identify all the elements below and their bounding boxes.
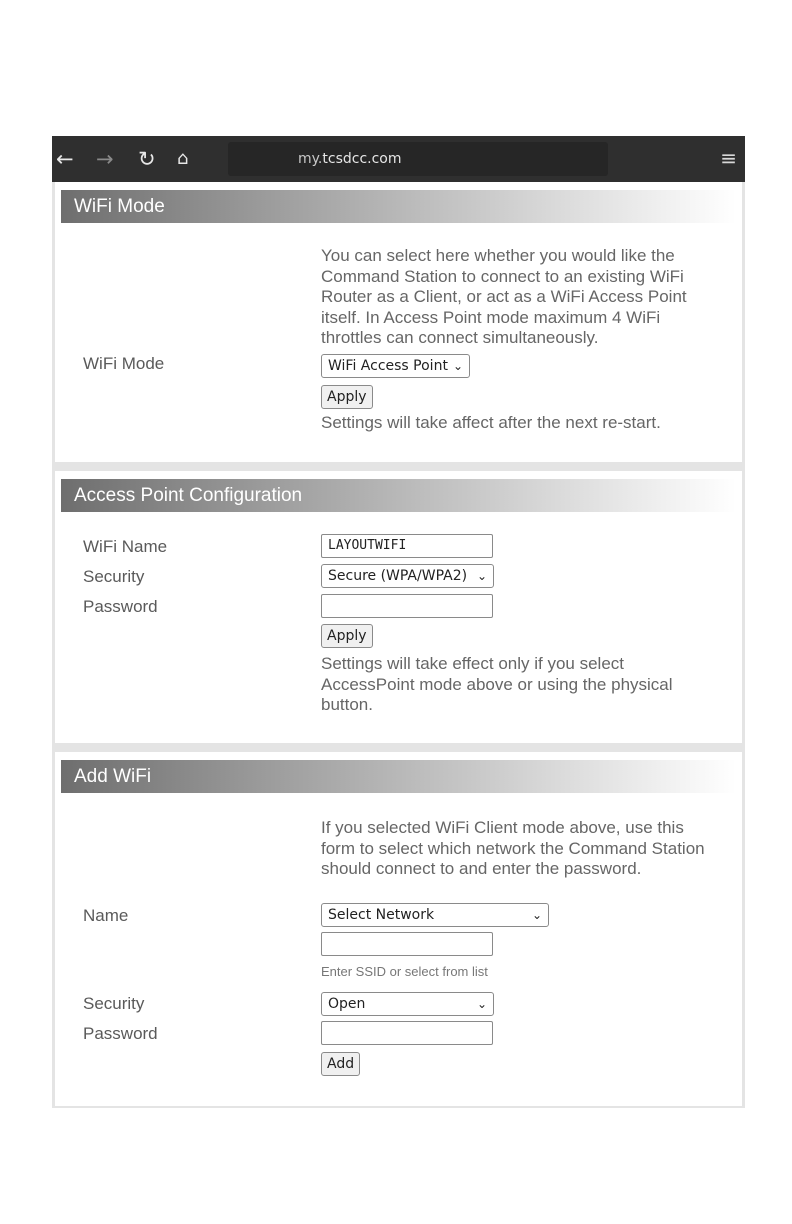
client-password-input[interactable] [321, 1021, 493, 1045]
client-security-label: Security [83, 994, 145, 1013]
wifi-mode-select[interactable] [321, 354, 470, 378]
url-host: tcsdcc.com [322, 151, 402, 167]
wifi-mode-card [55, 182, 742, 462]
wifi-name-label: WiFi Name [83, 537, 168, 556]
network-selected: Select Network [328, 907, 435, 923]
wifi-mode-description: You can select here whether you would like the Command Station to connect to an existing WiFi Router as a Client, or act as a WiFi Access Point itself. In Access Point mode maximum 4 WiFi throttles can connect simultaneously. [321, 246, 687, 347]
network-name-label: Name [83, 906, 129, 925]
ap-apply-button[interactable]: Apply [321, 624, 373, 648]
network-select[interactable] [321, 903, 549, 927]
access-point-card [55, 471, 742, 743]
add-wifi-description: If you selected WiFi Client mode above, use this form to select which network the Command Station should connect to and enter the password. [321, 818, 705, 878]
add-wifi-button[interactable]: Add [321, 1052, 360, 1076]
client-password-label: Password [83, 1024, 158, 1043]
address-bar[interactable] [228, 142, 608, 176]
access-point-header: Access Point Configuration [61, 479, 736, 512]
wifi-mode-note: Settings will take affect after the next re-start. [321, 413, 661, 432]
ap-password-input[interactable] [321, 594, 493, 618]
ap-security-selected: Secure (WPA/WPA2) [328, 568, 468, 584]
ap-security-select[interactable] [321, 564, 494, 588]
ap-note: Settings will take effect only if you select AccessPoint mode above or using the physical button. [321, 654, 673, 714]
wifi-mode-label: WiFi Mode [83, 354, 165, 373]
reload-icon[interactable]: ↻ [138, 147, 156, 171]
browser-toolbar [52, 136, 745, 182]
client-security-selected: Open [328, 996, 366, 1012]
menu-icon[interactable]: ≡ [720, 146, 737, 170]
add-wifi-card [55, 752, 742, 1106]
chevron-down-icon: ⌄ [531, 908, 542, 922]
wifi-name-input[interactable]: LAYOUTWIFI [321, 534, 493, 558]
url-prefix: my. [298, 151, 323, 167]
home-icon[interactable]: ⌂ [177, 148, 189, 169]
ap-security-label: Security [83, 567, 145, 586]
wifi-mode-selected: WiFi Access Point [328, 358, 448, 374]
wifi-mode-apply-button[interactable]: Apply [321, 385, 373, 409]
client-security-select[interactable] [321, 992, 494, 1016]
ssid-hint: Enter SSID or select from list [321, 964, 488, 979]
chevron-down-icon: ⌄ [476, 569, 487, 583]
chevron-down-icon: ⌄ [476, 997, 487, 1011]
back-arrow-icon[interactable]: ← [56, 147, 74, 171]
chevron-down-icon: ⌄ [452, 359, 463, 373]
ssid-input[interactable] [321, 932, 493, 956]
ap-password-label: Password [83, 597, 158, 616]
wifi-mode-header: WiFi Mode [61, 190, 736, 223]
browser-window [52, 136, 745, 1108]
forward-arrow-icon[interactable]: → [96, 147, 114, 171]
add-wifi-header: Add WiFi [61, 760, 736, 793]
